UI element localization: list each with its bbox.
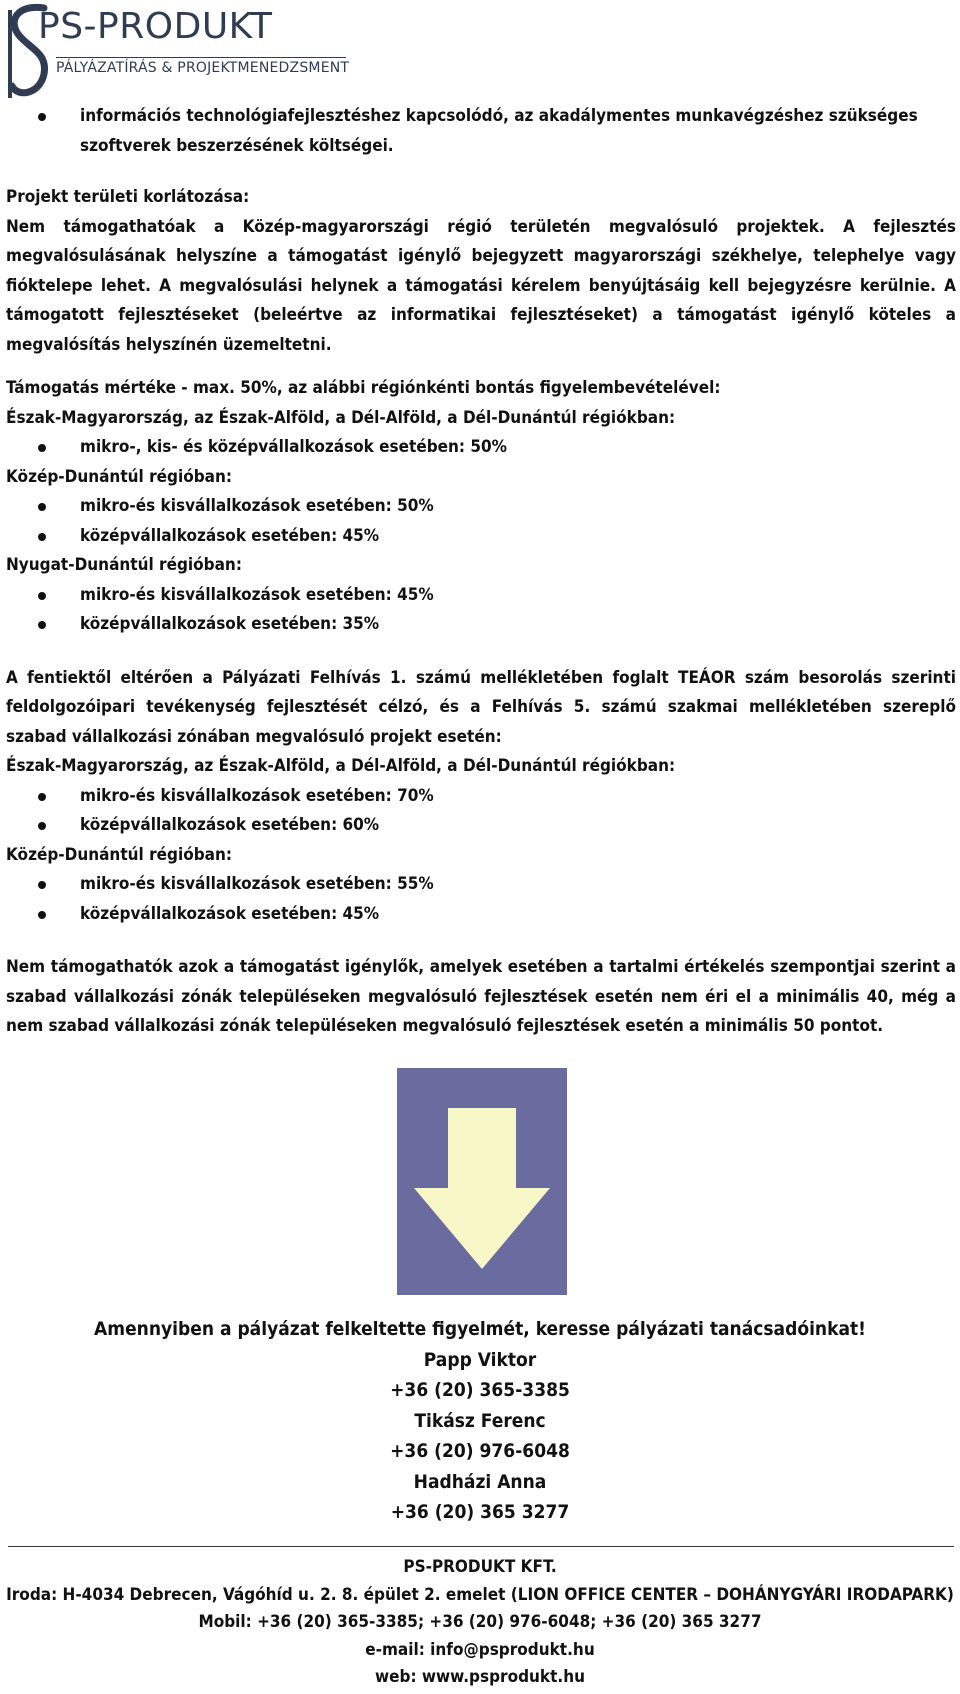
special-intro: A fentiektől eltérően a Pályázati Felhívás 1. számú mellékletében foglalt TEÁOR szám besorolás szerinti feldolgozóipari tevékenység fejlesztését célzó, és a Felhívás 5. számú szakmai mellékletében szereplő szabad vállalkozási zónában megvalósuló projekt esetén:	[6, 667, 956, 747]
contact-phone[interactable]: +36 (20) 365 3277	[390, 1501, 570, 1523]
territorial-heading: Projekt területi korlátozása:	[6, 187, 250, 207]
support-region-heading: Nyugat-Dunántúl régióban:	[6, 555, 242, 575]
main-content	[6, 102, 956, 1042]
support-list	[6, 492, 956, 551]
logo-tagline: PÁLYÁZATÍRÁS & PROJEKTMENEDZSMENT	[56, 60, 350, 76]
contact-phone[interactable]: +36 (20) 976-6048	[390, 1440, 570, 1462]
support-list	[6, 433, 956, 463]
contacts-section	[0, 1314, 960, 1528]
down-arrow-icon	[397, 1068, 567, 1295]
list-item: mikro-és kisvállalkozások esetében: 70%	[6, 782, 956, 812]
footer-company: PS-PRODUKT KFT.	[403, 1557, 557, 1577]
list-item: középvállalkozások esetében: 45%	[6, 522, 956, 552]
special-region-heading: Észak-Magyarország, az Észak-Alföld, a Dél-Alföld, a Dél-Dunántúl régiókban:	[6, 756, 676, 776]
support-list	[6, 581, 956, 640]
footer-mobile: Mobil: +36 (20) 365-3385; +36 (20) 976-6048; +36 (20) 365 3277	[198, 1612, 762, 1632]
list-item: középvállalkozások esetében: 35%	[6, 610, 956, 640]
down-arrow-graphic	[397, 1068, 567, 1295]
support-heading: Támogatás mértéke - max. 50%, az alábbi régiónkénti bontás figyelembevételével:	[6, 378, 721, 398]
contact-phone[interactable]: +36 (20) 365-3385	[390, 1379, 570, 1401]
footer-web-link[interactable]: web: www.psprodukt.hu	[375, 1667, 585, 1687]
company-logo[interactable]	[4, 2, 364, 104]
list-item: mikro-és kisvállalkozások esetében: 50%	[6, 492, 956, 522]
special-region-heading: Közép-Dunántúl régióban:	[6, 844, 232, 865]
list-item: információs technológiafejlesztéshez kapcsolódó, az akadálymentes munkavégzéshez szükséges szoftverek beszerzésének költségei.	[6, 102, 956, 161]
list-item: középvállalkozások esetében: 60%	[6, 811, 956, 841]
footer	[0, 1554, 960, 1692]
contact-name: Tikász Ferenc	[414, 1409, 546, 1432]
list-item: mikro-és kisvállalkozások esetében: 55%	[6, 870, 956, 900]
intro-list	[6, 102, 956, 161]
territorial-body: Nem támogathatóak a Közép-magyarországi régió területén megvalósuló projektek. A fejlesztés megvalósulásának helyszíne a támogatást igénylő bejegyzett magyarországi székhelye, telephelye vagy fióktelepe lehet. A megvalósulási helynek a támogatási kérelem benyújtásáig kell bejegyzésre kerülnie. A támogatott fejlesztéseket (beleértve az informatikai fejlesztéseket) a támogatást igénylő köteles a megvalósítás helyszínén üzemeltetni.	[6, 216, 956, 355]
special-list	[6, 870, 956, 929]
logo-name: PS-PRODUKT	[38, 6, 273, 47]
contact-cta: Amennyiben a pályázat felkeltette figyelmét, keresse pályázati tanácsadóinkat!	[94, 1318, 866, 1340]
footer-office: Iroda: H-4034 Debrecen, Vágóhíd u. 2. 8. épület 2. emelet (LION OFFICE CENTER – DOHÁNYGYÁRI IRODAPARK)	[6, 1584, 954, 1605]
footer-divider	[8, 1546, 954, 1547]
contact-name: Papp Viktor	[423, 1348, 537, 1371]
logo-divider	[56, 57, 346, 58]
list-item: mikro-, kis- és középvállalkozások esetében: 50%	[6, 433, 956, 463]
contact-name: Hadházi Anna	[413, 1470, 547, 1493]
support-region-heading: Közép-Dunántúl régióban:	[6, 466, 232, 487]
exclusion-paragraph: Nem támogathatók azok a támogatást igénylők, amelyek esetében a tartalmi értékelés szempontjai szerint a szabad vállalkozási zónák településeken megvalósuló fejlesztések esetén nem éri el a minimális 40, még a nem szabad vállalkozási zónák településeken megvalósuló fejlesztések esetén a minimális 50 pontot.	[6, 957, 956, 1036]
support-region-heading: Észak-Magyarország, az Észak-Alföld, a Dél-Alföld, a Dél-Dunántúl régiókban:	[6, 407, 676, 428]
special-list	[6, 782, 956, 841]
list-item: középvállalkozások esetében: 45%	[6, 900, 956, 930]
footer-email-link[interactable]: e-mail: info@psprodukt.hu	[365, 1639, 595, 1660]
list-item: mikro-és kisvállalkozások esetében: 45%	[6, 581, 956, 611]
